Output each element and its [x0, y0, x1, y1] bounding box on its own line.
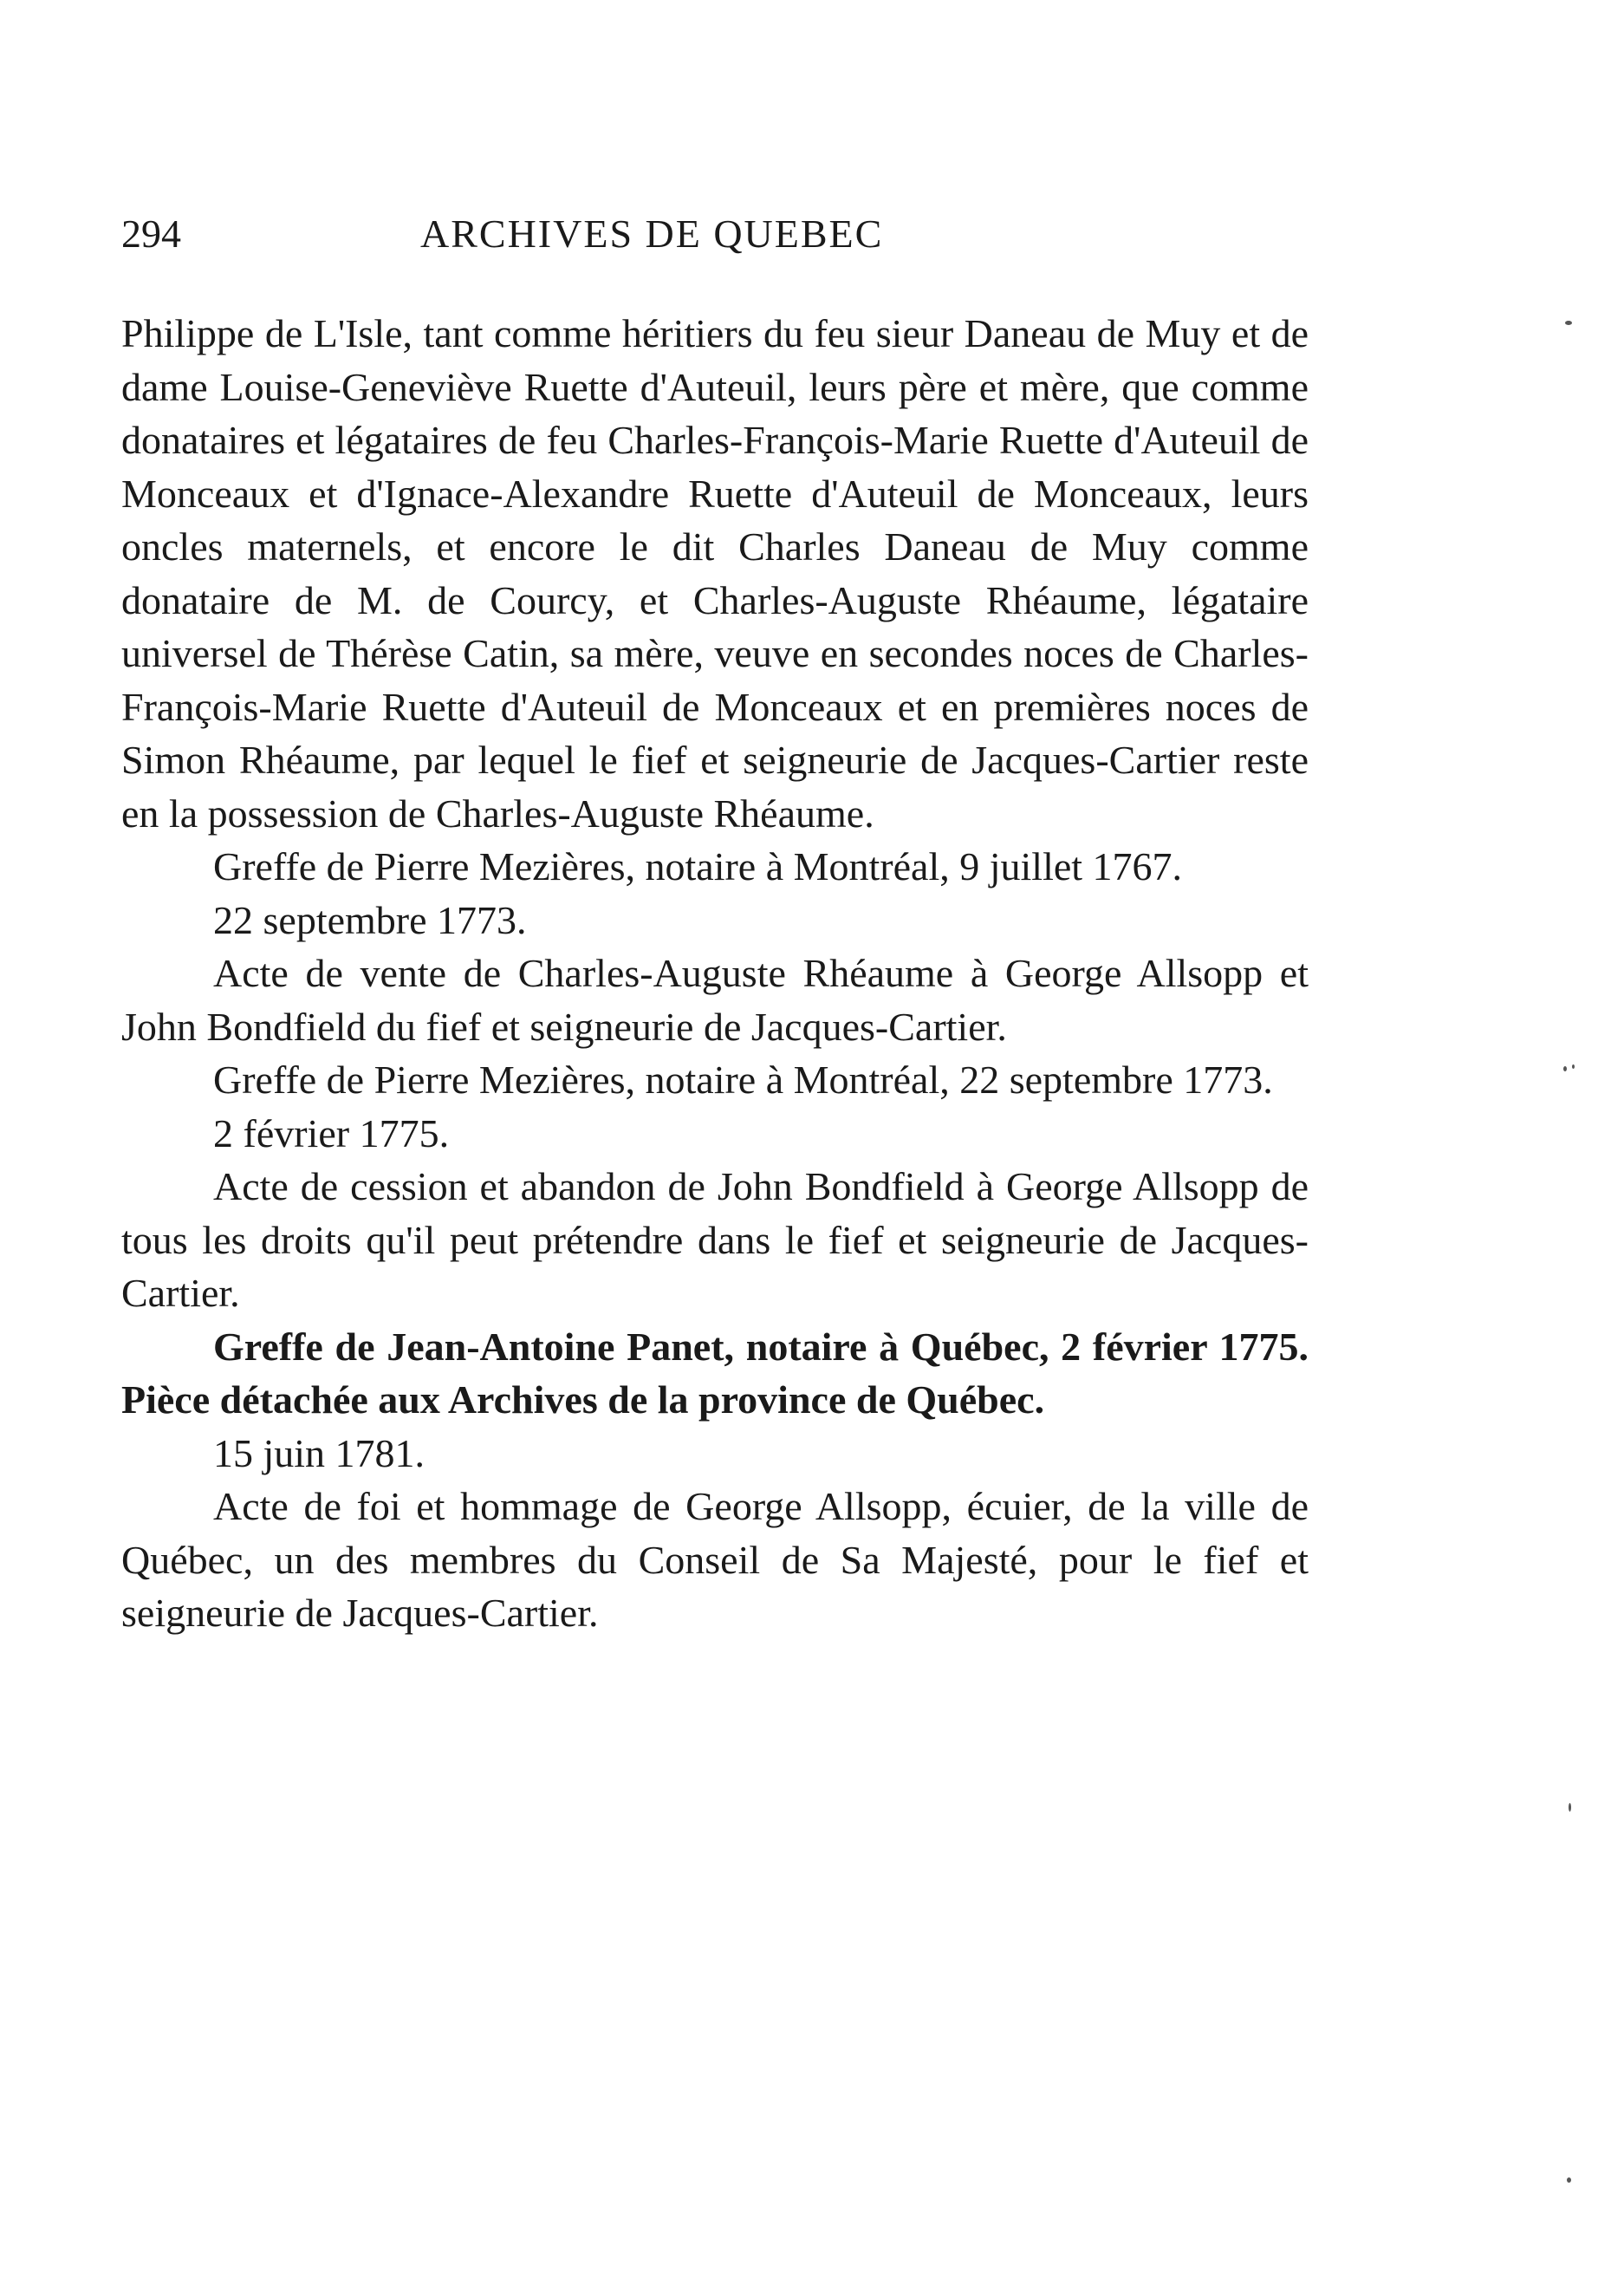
paragraph-date-1773: 22 septembre 1773.: [213, 897, 527, 942]
paragraph-greffe-1767: Greffe de Pierre Mezières, notaire à Montréal, 9 juillet 1767.: [213, 844, 1183, 888]
paragraph-continuation: Philippe de L'Isle, tant comme héritiers du feu sieur Daneau de Muy et de dame Louise-Geneviève Ruette d'Auteuil, leurs père et mère, que comme donataires et légataires de feu Charles-François-Marie Ruette d'Auteuil de Monceaux et d'Ignace-Alexandre Ruette d'Auteuil de Monceaux, leurs oncles maternels, et encore le dit Charles Daneau de Muy comme donataire de M. de Courcy, et Charles-Auguste Rhéaume, légataire universel de Thérèse Catin, sa mère, veuve en secondes noces de Charles-François-Marie Ruette d'Auteuil de Monceaux et en premières noces de Simon Rhéaume, par lequel le fief et seigneurie de Jacques-Cartier reste en la possession de Charles-Auguste Rhéaume.: [121, 311, 1309, 836]
paragraph-greffe-1775: Greffe de Jean-Antoine Panet, notaire à Québec, 2 février 1775. Pièce détachée aux Archives de la province de Québec.: [121, 1324, 1309, 1422]
margin-specks: [1560, 312, 1595, 2219]
body-text: [121, 307, 1309, 1640]
speck: [1563, 1066, 1567, 1071]
paragraph-greffe-1773: Greffe de Pierre Mezières, notaire à Montréal, 22 septembre 1773.: [213, 1058, 1273, 1102]
page-number: 294: [121, 212, 181, 256]
speck: [1569, 1803, 1571, 1812]
paragraph-acte-foi-hommage: Acte de foi et hommage de George Allsopp, écuier, de la ville de Québec, un des membres du Conseil de Sa Majesté, pour le fief et seigneurie de Jacques-Cartier.: [121, 1484, 1309, 1635]
paragraph-acte-cession: Acte de cession et abandon de John Bondfield à George Allsopp de tous les droits qu'il peut prétendre dans le fief et seigneurie de Jacques-Cartier.: [121, 1164, 1309, 1315]
paragraph-date-1775: 2 février 1775.: [213, 1110, 450, 1155]
paragraph-acte-vente: Acte de vente de Charles-Auguste Rhéaume à George Allsopp et John Bondfield du fief et seigneurie de Jacques-Cartier.: [121, 951, 1309, 1049]
paragraph-date-1781: 15 juin 1781.: [213, 1430, 425, 1475]
speck: [1565, 321, 1572, 325]
speck: [1567, 2177, 1571, 2183]
running-head: [121, 208, 1309, 269]
running-title: ARCHIVES DE QUEBEC: [420, 212, 884, 256]
speck: [1572, 1064, 1575, 1069]
